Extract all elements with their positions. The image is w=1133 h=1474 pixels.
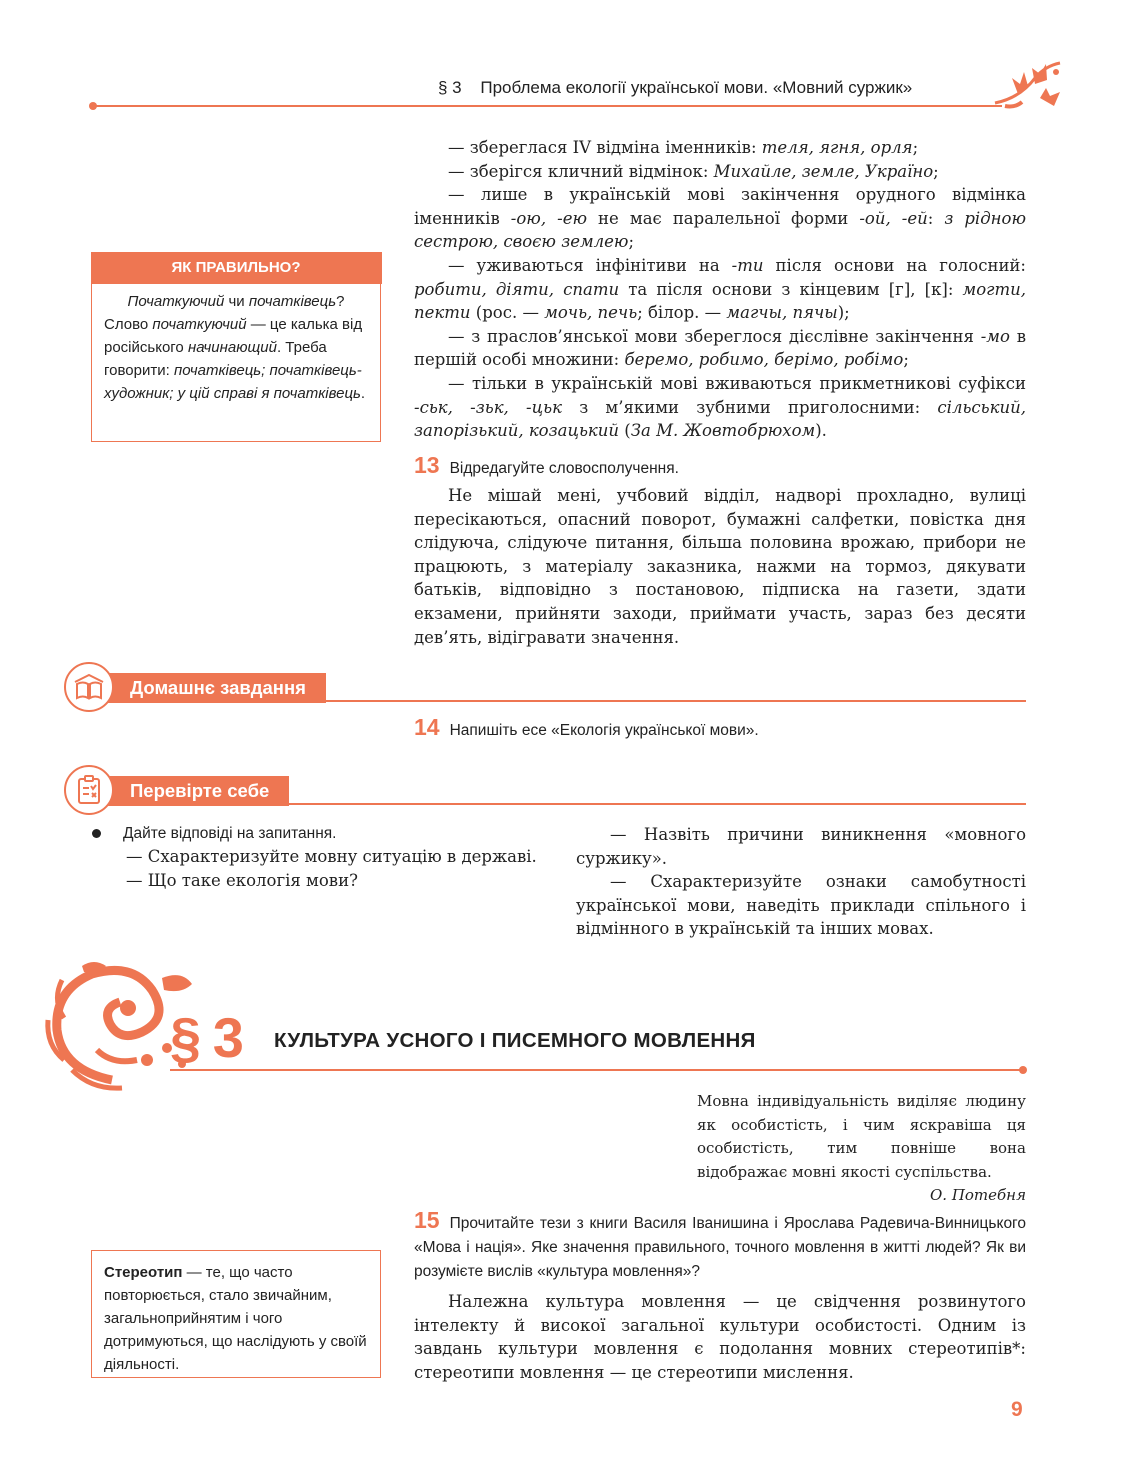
section-title: КУЛЬТУРА УСНОГО І ПИСЕМНОГО МОВЛЕННЯ <box>274 1029 756 1052</box>
top-paragraphs <box>414 136 1026 443</box>
task-number: 13 <box>414 452 440 478</box>
sidebar-stereotype <box>91 1250 381 1378</box>
checklist-icon <box>75 774 103 806</box>
task-15 <box>414 1208 1026 1384</box>
bullet-icon <box>92 829 101 838</box>
header-rule <box>92 105 1002 107</box>
paragraph-2: — зберігся кличний відмінок: Михайле, земле, Україно; <box>448 161 939 181</box>
task-body: Не мішай мені, учбовий відділ, надворі прохладно, вулиці пересікаються, опасний поворот, бумажні салфетки, повістка дня слідуюча, слідуюче питання, більша половина врожаю, прибори не працюють, з матеріалу заказника, нажми на тормоз, дякувати батьків, відповідно з постановою, підписка на газети, здати екзамени, прийняти заходи, приймати участь, зараз без десяти дев’ять, відігравати значення. <box>414 486 1026 647</box>
section-rule <box>170 1069 1022 1071</box>
sidebar-body: Слово початкуючий — це калька від російського начинающий. Треба говорити: початківець; початківець-художник; у цій справі я початківець. <box>104 315 366 402</box>
sidebar-title: ЯК ПРАВИЛЬНО? <box>91 252 382 284</box>
paragraph-4: — уживаються інфінітиви на -ти після основи на голосний: робити, діяти, спати та після основи з кінцевим [г], [к]: могти, пекти (рос. — мочь, печь; білор. — магчы, пячы); <box>414 255 1026 323</box>
definition-text: — те, що часто повторюється, стало звичайним, загальноприйнятим і чого дотримуються, що наслідують у своїй діяльності. <box>104 1264 367 1373</box>
header-rule-dot <box>89 102 97 110</box>
definition-term: Стереотип <box>104 1264 183 1281</box>
section-number: § 3 <box>170 1006 242 1069</box>
epigraph <box>697 1090 1026 1208</box>
check-question-4: — Схарактеризуйте ознаки самобутності української мови, наведіть приклади спільного і відмінного в українській та інших мовах. <box>576 872 1026 939</box>
epigraph-author: О. Потебня <box>929 1186 1026 1204</box>
sidebar-how-correct <box>91 252 381 442</box>
section-rule-dot <box>1019 1066 1027 1074</box>
paragraph-1: — збереглася IV відміна іменників: теля, ягня, орля; <box>448 138 919 157</box>
task-number: 14 <box>414 714 440 740</box>
task-13 <box>414 452 1026 649</box>
task-text: Відредагуйте словосполучення. <box>449 460 679 477</box>
homework-badge <box>64 662 114 712</box>
task-number: 15 <box>414 1207 440 1233</box>
epigraph-text: Мовна індивідуальність виділяє людину як особистість, і чим яскравіша ця особистість, тим повніше вона відображає мовні якості суспільства. <box>697 1092 1026 1181</box>
task-text: Прочитайте тези з книги Василя Іванишина і Ярослава Радевича-Винницького «Мова і нація». Яке значення правильного, точного мовлення в житті людей? Як ви розумієте вислів «культура мовлення»? <box>414 1215 1026 1280</box>
paragraph-3: — лише в українській мові закінчення орудного відмінка іменників -ою, -ею не має паралельної форми -ой, -ей: з рідною сестрою, своєю землею; <box>414 185 1026 252</box>
sidebar-question: Початкуючий чи початківець? <box>127 292 345 310</box>
task-body: Належна культура мовлення — це свідчення розвинутого інтелекту й високої загальної культури особистості. Одним із завдань культури мовлення є подолання мовних стереотипів*: стереотипи мовлення — це стереотипи мислення. <box>414 1292 1026 1382</box>
check-question-3: — Назвіть причини виникнення «мовного суржику». <box>576 825 1026 868</box>
page-number: 9 <box>1011 1398 1023 1421</box>
check-question-1: — Схарактеризуйте мовну ситуацію в державі. <box>126 847 537 866</box>
paragraph-6: — тільки в українській мові вживаються прикметникові суфікси -ськ, -зьк, -цьк з м’якими зубними приголосними: сільський, запорізький, козацький (За М. Жовтобрюхом). <box>414 373 1027 441</box>
task-14 <box>414 714 1026 742</box>
task-text: Напишіть есе «Екологія української мови». <box>449 722 759 739</box>
homework-label: Домашнє завдання <box>100 673 326 703</box>
flower-ornament-icon <box>990 58 1070 118</box>
check-question-2: — Що таке екологія мови? <box>126 870 358 890</box>
paragraph-5: — з праслов’янської мови збереглося дієслівне закінчення -мо в першій особі множини: беремо, робимо, берімо, робімо; <box>414 326 1026 370</box>
header-title: Проблема екології української мови. «Мовний суржик» <box>480 78 913 97</box>
check-left-column <box>92 822 542 892</box>
header-section: § 3 <box>438 78 462 97</box>
book-icon <box>72 672 106 702</box>
check-label: Перевірте себе <box>100 776 289 806</box>
check-badge <box>64 765 114 815</box>
check-instruction: Дайте відповіді на запитання. <box>123 825 337 842</box>
check-right-column <box>576 823 1026 941</box>
running-header <box>438 78 912 98</box>
